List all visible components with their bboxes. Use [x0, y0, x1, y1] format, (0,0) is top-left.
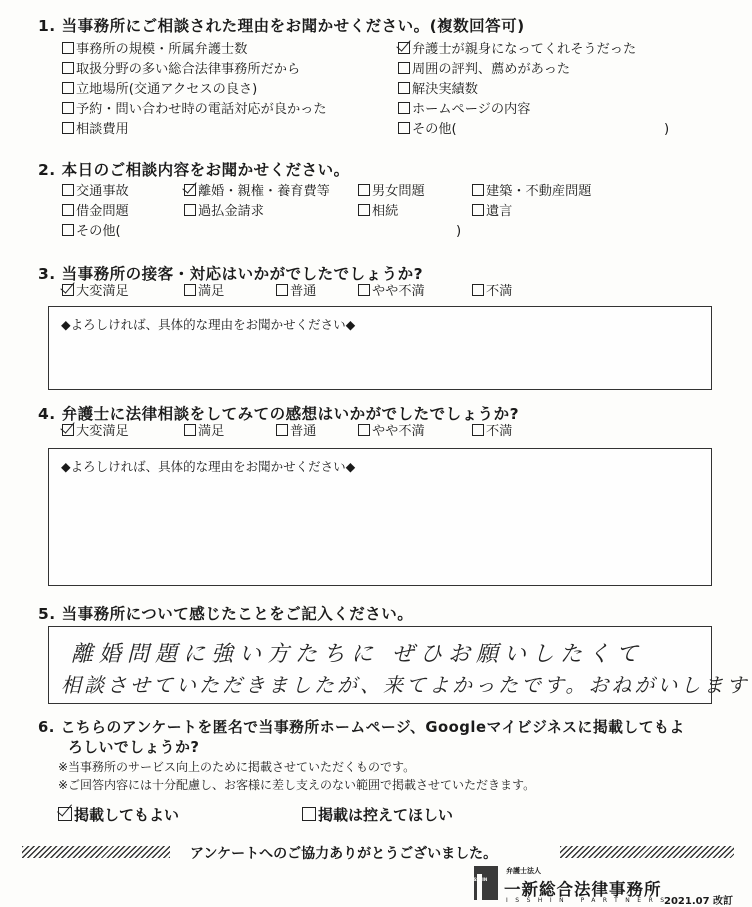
q4-title: 4. 弁護士に法律相談をしてみての感想はいかがでしたでしょうか?	[38, 405, 520, 423]
firm-logo-text: ISSHIN	[472, 877, 488, 882]
q3-option-2[interactable]: 満足	[184, 284, 224, 300]
checkbox[interactable]	[398, 122, 410, 134]
checkbox[interactable]	[398, 102, 410, 114]
q4-option-3[interactable]: 普通	[276, 424, 316, 440]
q2-option-3[interactable]: 男女問題	[358, 184, 425, 200]
checkbox[interactable]	[472, 284, 484, 296]
q1-option-3[interactable]: 立地場所(交通アクセスの良さ)	[62, 82, 257, 98]
q2-option-6[interactable]: 過払金請求	[184, 204, 264, 220]
checkbox-checked[interactable]	[62, 284, 74, 296]
q6-note-1: ※当事務所のサービス向上のために掲載させていただくものです。	[58, 760, 416, 774]
checkbox-checked[interactable]	[62, 424, 74, 436]
q6-option-decline[interactable]: 掲載は控えてほしい	[302, 804, 453, 825]
q6-option-allow[interactable]: 掲載してもよい	[58, 804, 179, 825]
checkbox[interactable]	[184, 424, 196, 436]
checkbox[interactable]	[62, 42, 74, 54]
checkbox[interactable]	[358, 284, 370, 296]
checkbox[interactable]	[276, 424, 288, 436]
checkbox[interactable]	[184, 284, 196, 296]
checkbox[interactable]	[358, 184, 370, 196]
checkbox[interactable]	[62, 204, 74, 216]
q1-option-6[interactable]: 弁護士が親身になってくれそうだった	[398, 42, 636, 58]
checkbox[interactable]	[398, 62, 410, 74]
q3-option-1[interactable]: 大変満足	[62, 284, 129, 300]
checkbox[interactable]	[358, 204, 370, 216]
q3-option-5[interactable]: 不満	[472, 284, 512, 300]
q1-option-7[interactable]: 周囲の評判、薦めがあった	[398, 62, 570, 78]
q1-option-other[interactable]: その他(	[398, 122, 457, 138]
checkbox[interactable]	[62, 82, 74, 94]
q4-reason-box[interactable]	[48, 448, 712, 586]
firm-type: 弁護士法人	[506, 867, 541, 875]
checkbox[interactable]	[302, 807, 316, 821]
q6-title-line-1: 6. こちらのアンケートを匿名で当事務所ホームページ、Googleマイビジネスに掲載してもよ	[38, 719, 685, 736]
firm-roman-name: ISSHIN PARTNERS	[506, 897, 672, 904]
checkbox[interactable]	[472, 204, 484, 216]
q4-option-4[interactable]: やや不満	[358, 424, 425, 440]
q2-title: 2. 本日のご相談内容をお聞かせください。	[38, 161, 350, 179]
q4-option-1[interactable]: 大変満足	[62, 424, 129, 440]
checkbox-checked[interactable]	[398, 42, 410, 54]
q5-handwritten-line-2: 相談させていただきましたが、来てよかったです。おねがいします	[61, 673, 750, 697]
q1-option-1[interactable]: 事務所の規模・所属弁護士数	[62, 42, 247, 58]
hatch-divider-left	[22, 846, 170, 858]
q1-option-9[interactable]: ホームページの内容	[398, 102, 530, 118]
q2-option-5[interactable]: 借金問題	[62, 204, 129, 220]
q4-reason-label: ◆よろしければ、具体的な理由をお聞かせください◆	[61, 459, 356, 474]
q1-option-2[interactable]: 取扱分野の多い総合法律事務所だから	[62, 62, 300, 78]
checkbox[interactable]	[62, 184, 74, 196]
q1-other-close-paren: )	[664, 122, 670, 137]
thanks-message: アンケートへのご協力ありがとうございました。	[190, 846, 498, 862]
q6-title-line-2: ろしいでしょうか?	[68, 739, 200, 756]
q2-option-2[interactable]: 離婚・親権・養育費等	[184, 184, 330, 200]
revision-date: 2021.07 改訂	[664, 896, 734, 907]
checkbox[interactable]	[358, 424, 370, 436]
checkbox[interactable]	[472, 424, 484, 436]
q5-handwritten-line-1: 離婚問題に強い方たちに ぜひお願いしたくて	[71, 642, 644, 667]
firm-name: 一新総合法律事務所	[504, 880, 662, 899]
checkbox[interactable]	[398, 82, 410, 94]
checkbox[interactable]	[62, 122, 74, 134]
q1-option-4[interactable]: 予約・問い合わせ時の電話対応が良かった	[62, 102, 327, 118]
hatch-divider-right	[560, 846, 734, 858]
q3-title: 3. 当事務所の接客・対応はいかがでしたでしょうか?	[38, 265, 424, 283]
q1-option-5[interactable]: 相談費用	[62, 122, 129, 138]
checkbox-checked[interactable]	[184, 184, 196, 196]
q5-comment-box[interactable]	[48, 626, 750, 704]
checkbox[interactable]	[62, 62, 74, 74]
q3-reason-box[interactable]	[48, 306, 712, 390]
q4-option-2[interactable]: 満足	[184, 424, 224, 440]
q1-title: 1. 当事務所にご相談された理由をお聞かせください。(複数回答可)	[38, 17, 525, 35]
q3-option-4[interactable]: やや不満	[358, 284, 425, 300]
q3-reason-label: ◆よろしければ、具体的な理由をお聞かせください◆	[61, 317, 356, 332]
q2-other-close-paren: )	[456, 224, 462, 239]
q4-option-5[interactable]: 不満	[472, 424, 512, 440]
firm-logo-icon	[474, 866, 498, 900]
q1-option-8[interactable]: 解決実績数	[398, 82, 478, 98]
checkbox[interactable]	[62, 224, 74, 236]
checkbox-checked[interactable]	[58, 807, 72, 821]
checkbox[interactable]	[276, 284, 288, 296]
checkbox[interactable]	[184, 204, 196, 216]
q2-option-7[interactable]: 相続	[358, 204, 398, 220]
q2-option-1[interactable]: 交通事故	[62, 184, 129, 200]
checkbox[interactable]	[62, 102, 74, 114]
q5-title: 5. 当事務所について感じたことをご記入ください。	[38, 605, 414, 623]
checkbox[interactable]	[472, 184, 484, 196]
q3-option-3[interactable]: 普通	[276, 284, 316, 300]
q6-note-2: ※ご回答内容には十分配慮し、お客様に差し支えのない範囲で掲載させていただきます。	[58, 778, 536, 792]
q2-option-other[interactable]: その他(	[62, 224, 121, 240]
q2-option-4[interactable]: 建築・不動産問題	[472, 184, 592, 200]
q2-option-8[interactable]: 遺言	[472, 204, 512, 220]
